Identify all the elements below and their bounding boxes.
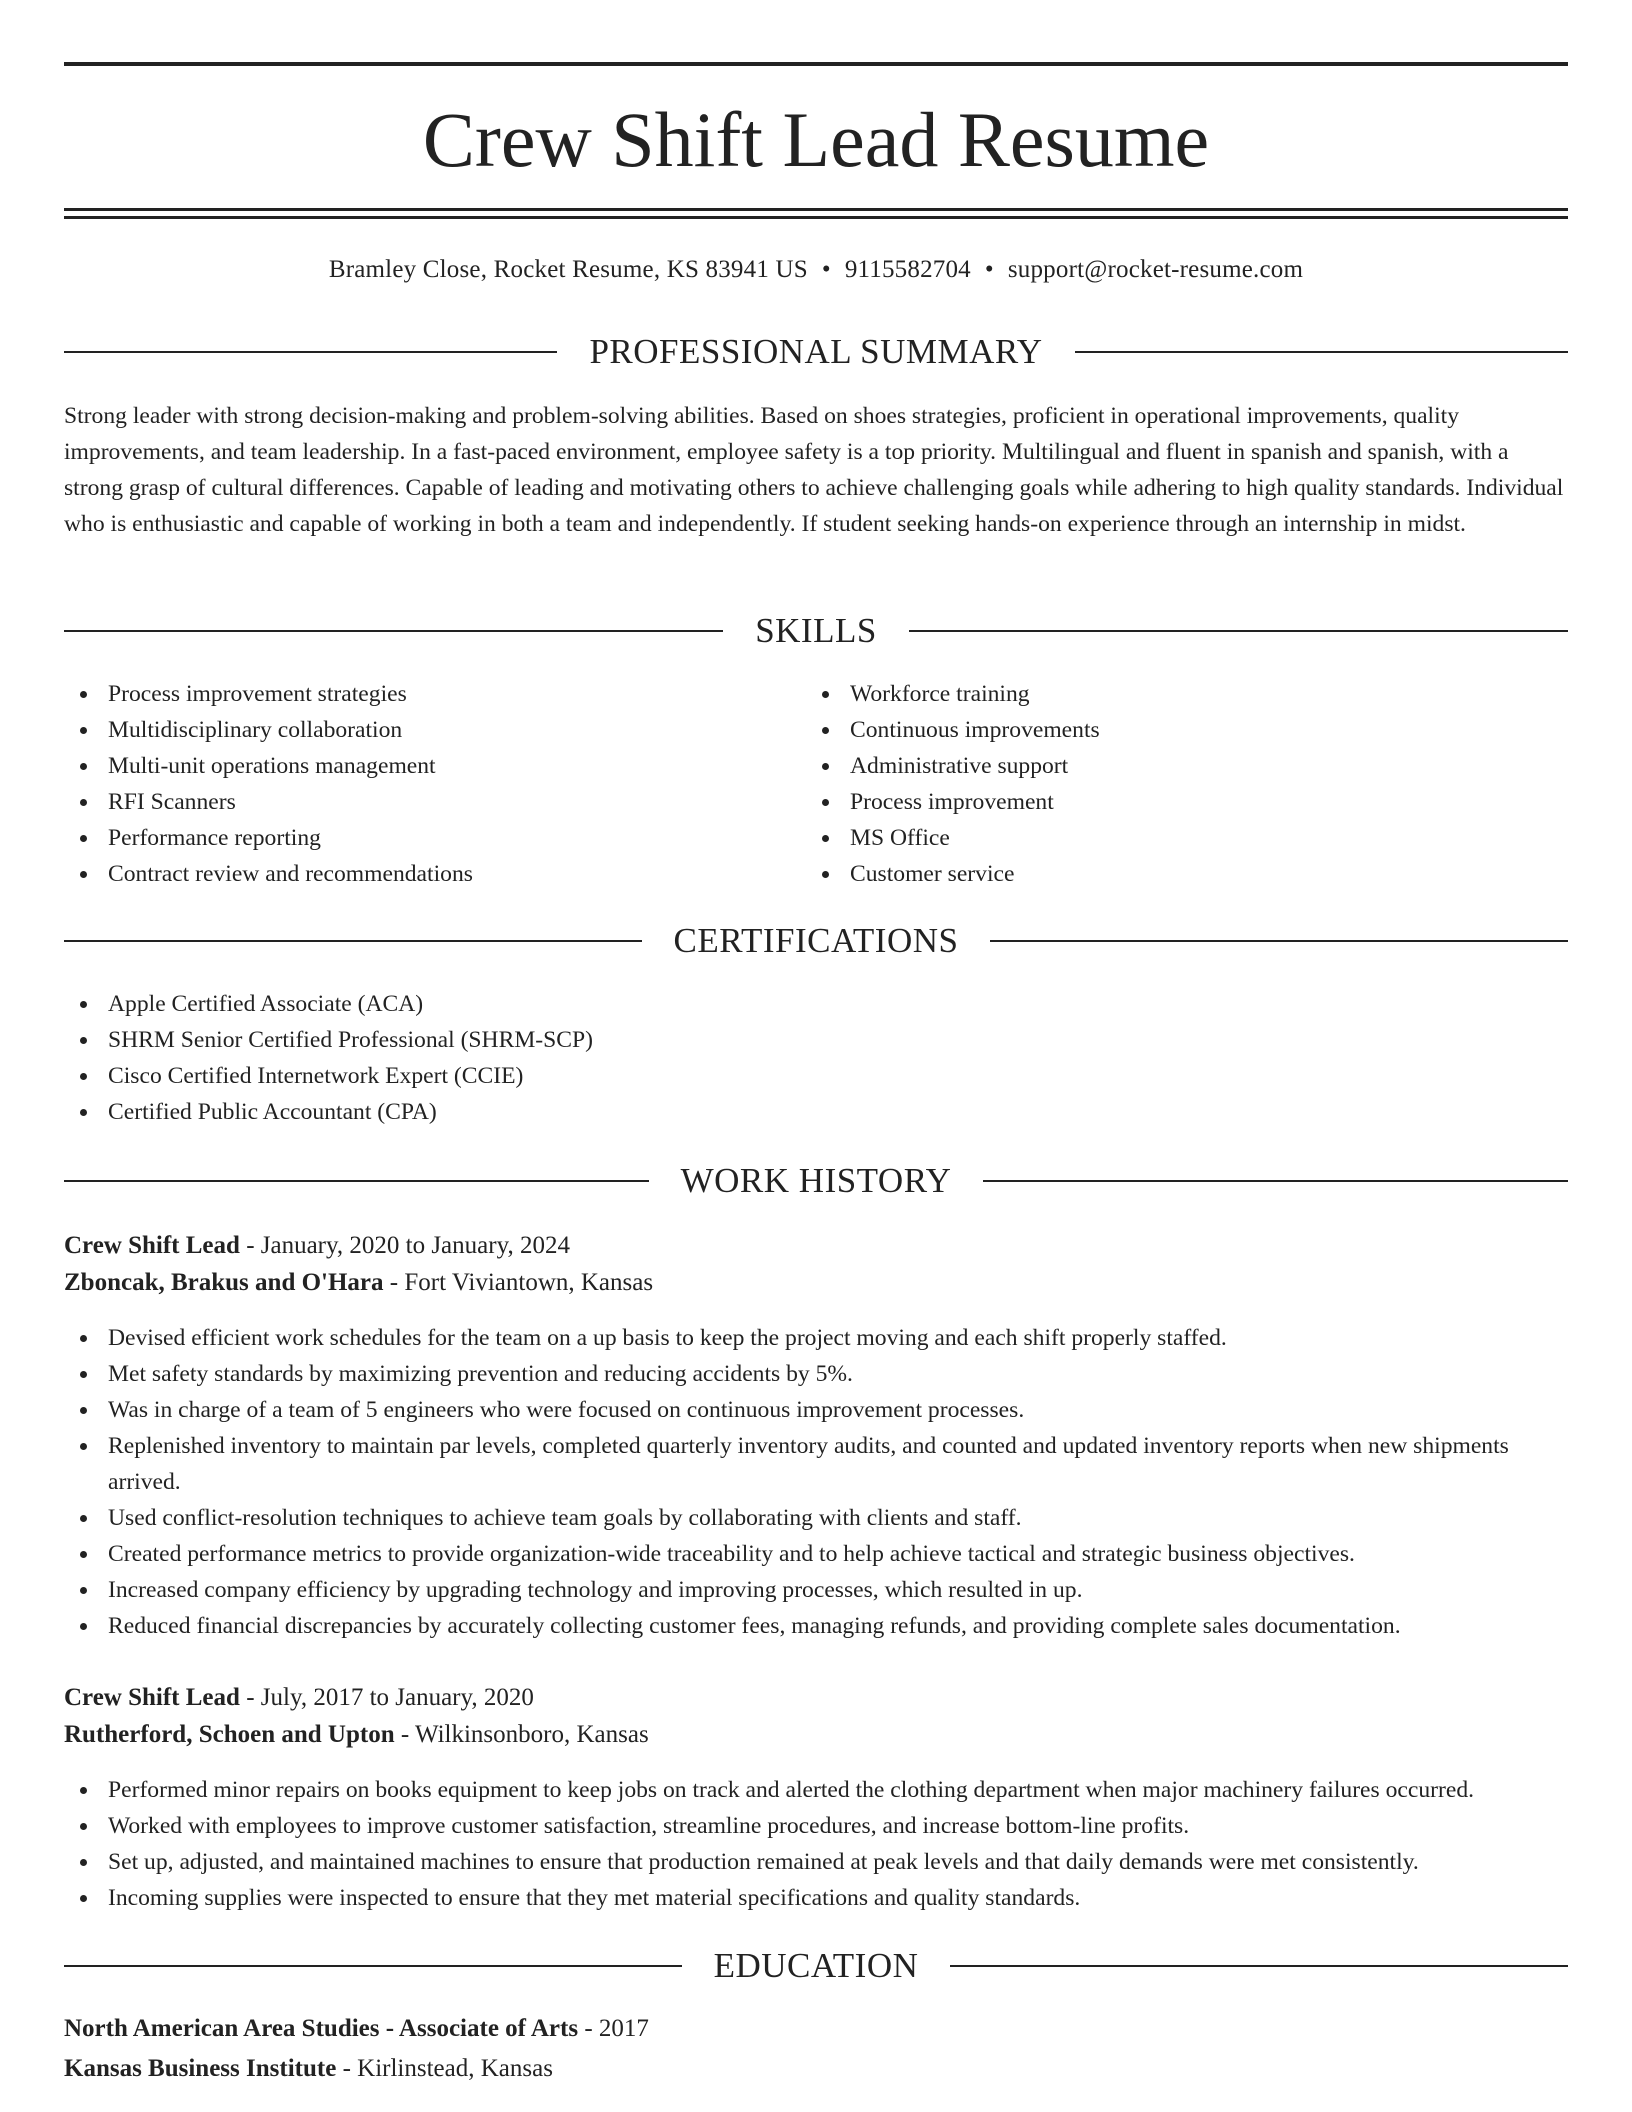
certification-item: Certified Public Accountant (CPA): [64, 1094, 1568, 1130]
skill-item: RFI Scanners: [64, 784, 804, 820]
education-degree: North American Area Studies - Associate of Arts: [64, 2015, 579, 2042]
skill-item: MS Office: [806, 820, 1546, 856]
job-bullets: [64, 1772, 1568, 1916]
section-title: EDUCATION: [713, 1946, 919, 1985]
summary-text: Strong leader with strong decision-making and problem-solving abilities. Based on shoes strategies, proficient in operational improvements, quality improvements, and team leadership. In a fast-paced environment, employee safety is a top priority. Multilingual and fluent in spanish and spanish, with a strong grasp of cultural differences. Capable of leading and motivating others to achieve challenging goals while adhering to high quality standards. Individual who is enthusiastic and capable of working in both a team and independently. If student seeking hands-on experience through an internship in midst.: [64, 403, 1564, 537]
top-rule: [64, 62, 1568, 66]
section-title: PROFESSIONAL SUMMARY: [589, 332, 1043, 371]
divider: [1075, 351, 1568, 353]
skill-item: Performance reporting: [64, 820, 804, 856]
divider: [64, 630, 723, 632]
section-heading-work-history: [64, 1159, 1568, 1203]
contact-email: support@rocket-resume.com: [1007, 256, 1304, 283]
contact-phone: 9115582704: [844, 256, 971, 283]
job-company: Zboncak, Brakus and O'Hara: [64, 1269, 384, 1296]
job-dates: - July, 2017 to January, 2020: [239, 1684, 534, 1711]
job-bullet: Was in charge of a team of 5 engineers who were focused on continuous improvement processes.: [64, 1392, 1568, 1428]
skills-list-left: [64, 676, 804, 892]
education-location: - Kirlinstead, Kansas: [336, 2055, 553, 2082]
education-school-line: [64, 2051, 1568, 2087]
job-bullet: Met safety standards by maximizing prevention and reducing accidents by 5%.: [64, 1356, 1568, 1392]
education-degree-line: [64, 2011, 1568, 2047]
job-bullet: Reduced financial discrepancies by accurately collecting customer fees, managing refunds, and providing complete sales documentation.: [64, 1608, 1568, 1644]
skill-item: Continuous improvements: [806, 712, 1546, 748]
divider: [983, 1180, 1568, 1182]
skill-item: Customer service: [806, 856, 1546, 892]
job-title-line: [64, 1228, 1568, 1264]
contact-separator: •: [984, 256, 994, 283]
divider: [64, 1180, 649, 1182]
job-bullet: Increased company efficiency by upgrading technology and improving processes, which resulted in up.: [64, 1572, 1568, 1608]
job-company: Rutherford, Schoen and Upton: [64, 1721, 395, 1748]
contact-separator: •: [821, 256, 831, 283]
job-title: Crew Shift Lead: [64, 1232, 240, 1259]
skill-item: Process improvement: [806, 784, 1546, 820]
contact-address: Bramley Close, Rocket Resume, KS 83941 US: [328, 256, 808, 283]
divider: [990, 940, 1568, 942]
job-bullet: Incoming supplies were inspected to ensure that they met material specifications and quality standards.: [64, 1880, 1568, 1916]
skill-item: Contract review and recommendations: [64, 856, 804, 892]
divider: [64, 351, 557, 353]
job-bullet: Created performance metrics to provide organization-wide traceability and to help achieve tactical and strategic business objectives.: [64, 1536, 1568, 1572]
divider: [909, 630, 1568, 632]
job-bullet: Performed minor repairs on books equipment to keep jobs on track and alerted the clothing department when major machinery failures occurred.: [64, 1772, 1568, 1808]
job-dates: - January, 2020 to January, 2024: [239, 1232, 570, 1259]
certification-item: SHRM Senior Certified Professional (SHRM-SCP): [64, 1022, 1568, 1058]
skill-item: Workforce training: [806, 676, 1546, 712]
section-title: CERTIFICATIONS: [673, 921, 959, 960]
title-rule-lower: [64, 216, 1568, 219]
job-bullet: Used conflict-resolution techniques to achieve team goals by collaborating with clients and staff.: [64, 1500, 1568, 1536]
job-location: - Fort Viviantown, Kansas: [383, 1269, 654, 1296]
job-bullet: Worked with employees to improve customer satisfaction, streamline procedures, and increase bottom-line profits.: [64, 1808, 1568, 1844]
job-location: - Wilkinsonboro, Kansas: [394, 1721, 649, 1748]
section-heading-summary: [64, 330, 1568, 374]
job-title: Crew Shift Lead: [64, 1684, 240, 1711]
job-bullets: [64, 1320, 1568, 1644]
skill-item: Process improvement strategies: [64, 676, 804, 712]
divider: [950, 1965, 1568, 1967]
contact-line: [64, 254, 1568, 286]
job-company-line: [64, 1265, 1568, 1301]
skill-item: Multidisciplinary collaboration: [64, 712, 804, 748]
certification-item: Cisco Certified Internetwork Expert (CCIE): [64, 1058, 1568, 1094]
education-school: Kansas Business Institute: [64, 2055, 337, 2082]
section-title: WORK HISTORY: [680, 1161, 952, 1200]
certifications-list: [64, 986, 1568, 1130]
job-bullet: Replenished inventory to maintain par levels, completed quarterly inventory audits, and counted and updated inventory reports when new shipments arrived.: [64, 1428, 1568, 1500]
skill-item: Administrative support: [806, 748, 1546, 784]
resume-title: Crew Shift Lead Resume: [422, 96, 1210, 183]
section-heading-education: [64, 1944, 1568, 1988]
title-rule-upper: [64, 208, 1568, 211]
job-bullet: Set up, adjusted, and maintained machines to ensure that production remained at peak levels and that daily demands were met consistently.: [64, 1844, 1568, 1880]
section-heading-skills: [64, 609, 1568, 653]
job-bullet: Devised efficient work schedules for the team on a up basis to keep the project moving and each shift properly staffed.: [64, 1320, 1568, 1356]
divider: [64, 940, 642, 942]
education-year: - 2017: [578, 2015, 649, 2042]
section-title: SKILLS: [755, 611, 877, 650]
section-heading-certifications: [64, 919, 1568, 963]
job-company-line: [64, 1717, 1568, 1753]
skill-item: Multi-unit operations management: [64, 748, 804, 784]
certification-item: Apple Certified Associate (ACA): [64, 986, 1568, 1022]
skills-list-right: [806, 676, 1546, 892]
job-title-line: [64, 1680, 1568, 1716]
divider: [64, 1965, 682, 1967]
